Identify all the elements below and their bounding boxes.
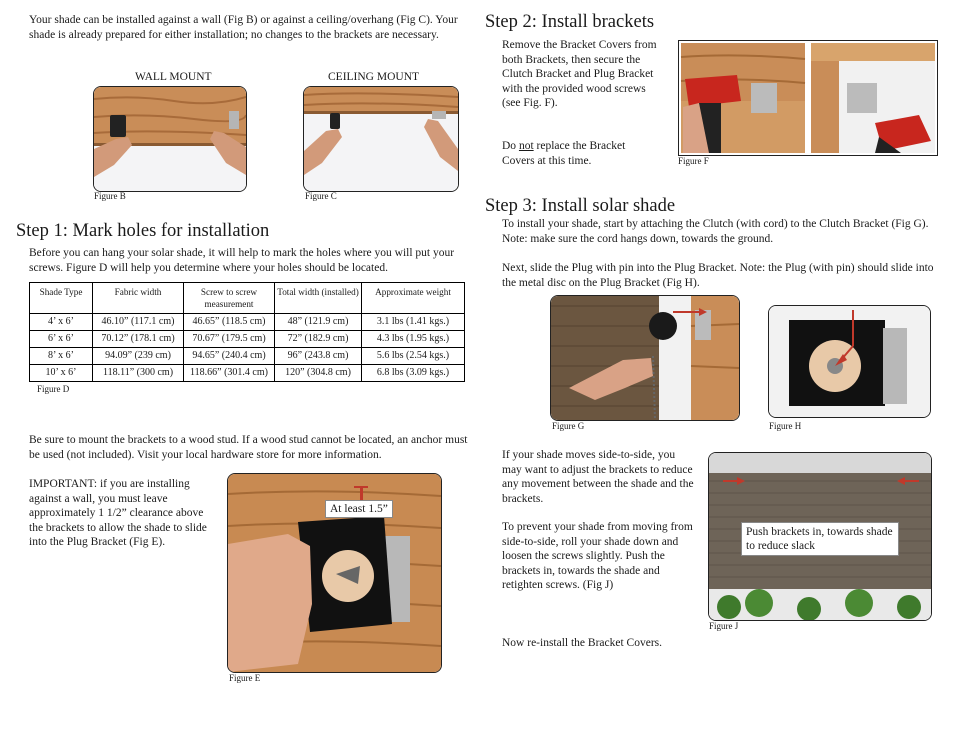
table-cell: 96” (243.8 cm) [275, 348, 362, 365]
table-cell: 70.67” (179.5 cm) [184, 331, 275, 348]
table-cell: 10’ x 6’ [30, 365, 93, 382]
step3-text3: If your shade moves side-to-side, you may want to adjust the brackets to reduce any movement between the shade and the brackets. [502, 449, 694, 505]
figure-c-caption: Figure C [305, 191, 337, 201]
ceiling-mount-label: CEILING MOUNT [328, 71, 420, 83]
step3-text1: To install your shade, start by attaching the Clutch (with cord) to the Clutch Bracket (Fig G). Note: make sure the cord hangs down, towards the ground. [502, 218, 929, 245]
table-cell: 48” (121.9 cm) [275, 314, 362, 331]
table-cell: 46.65” (118.5 cm) [184, 314, 275, 331]
figure-c-image [303, 86, 459, 192]
step1-text: Before you can hang your solar shade, it will help to mark the holes where you will put your screws. Figure D will help you determine where your holes should be located. [29, 247, 455, 274]
table-cell: 4.3 lbs (1.95 kgs.) [362, 331, 465, 348]
step3-text5: Now re-install the Bracket Covers. [502, 637, 662, 649]
step2-text: Remove the Bracket Covers from both Brackets, then secure the Clutch Bracket and Plug Bracket with the provided wood screws (see Fig. F). [502, 39, 657, 110]
table-header: Shade Type [30, 283, 93, 314]
figure-e-label: At least 1.5” [325, 500, 393, 518]
table-cell: 120” (304.8 cm) [275, 365, 362, 382]
figure-b-image [93, 86, 247, 192]
table-cell: 94.09” (239 cm) [93, 348, 184, 365]
table-cell: 118.66” (301.4 cm) [184, 365, 275, 382]
table-header: Screw to screw measurement [184, 283, 275, 314]
figure-e-caption: Figure E [229, 673, 261, 683]
step2-note-post: replace the Bracket Covers at this time. [502, 140, 626, 167]
table-cell: 6.8 lbs (3.09 kgs.) [362, 365, 465, 382]
table-cell: 6’ x 6’ [30, 331, 93, 348]
figure-j-label: Push brackets in, towards shade to reduce slack [741, 522, 899, 556]
step3-heading: Step 3: Install solar shade [485, 196, 676, 216]
figure-d-caption: Figure D [37, 384, 70, 394]
table-cell: 72” (182.9 cm) [275, 331, 362, 348]
table-cell: 70.12” (178.1 cm) [93, 331, 184, 348]
step2-note [502, 139, 657, 168]
figure-h-caption: Figure H [769, 421, 802, 431]
step3-text2: Next, slide the Plug with pin into the Plug Bracket. Note: the Plug (with pin) should slide into the metal disc on the Plug Bracket (Fig H). [502, 262, 934, 289]
table-cell: 3.1 lbs (1.41 kgs.) [362, 314, 465, 331]
stud-text: Be sure to mount the brackets to a wood stud. If a wood stud cannot be located, an anchor must be used (not included). Visit your local hardware store for more information. [29, 434, 468, 461]
table-cell: 4’ x 6’ [30, 314, 93, 331]
figure-g-image [550, 295, 740, 421]
intro-text: Your shade can be installed against a wall (Fig B) or against a ceiling/overhang (Fig C). Your shade is already prepared for either installation; no changes to the brackets are necessary. [29, 14, 458, 41]
figure-h-image [768, 305, 931, 418]
figure-f-image [678, 40, 938, 156]
step2-note-pre: Do [502, 140, 519, 152]
table-row [30, 365, 465, 382]
figure-g-caption: Figure G [552, 421, 585, 431]
important-text: IMPORTANT: if you are installing against a wall, you must leave approximately 1 1/2” clearance above the brackets to allow the shade to slide into the Plug Bracket (Fig E). [29, 478, 207, 549]
step3-text4: To prevent your shade from moving from side-to-side, roll your shade down and loosen the screws slightly. Push the brackets in, towards the shade and retighten screws. (Fig J) [502, 521, 693, 592]
figure-b-caption: Figure B [94, 191, 126, 201]
table-cell: 118.11” (300 cm) [93, 365, 184, 382]
table-header: Total width (installed) [275, 283, 362, 314]
table-cell: 8’ x 6’ [30, 348, 93, 365]
figure-f-caption: Figure F [678, 156, 709, 166]
table-row [30, 331, 465, 348]
table-header-row [30, 283, 465, 314]
table-header: Fabric width [93, 283, 184, 314]
table-row [30, 314, 465, 331]
step2-heading: Step 2: Install brackets [485, 12, 655, 32]
table-cell: 94.65” (240.4 cm) [184, 348, 275, 365]
table-header: Approximate weight [362, 283, 465, 314]
figure-j-caption: Figure J [709, 621, 739, 631]
step1-heading: Step 1: Mark holes for installation [16, 221, 270, 241]
table-cell: 5.6 lbs (2.54 kgs.) [362, 348, 465, 365]
figure-d-table [29, 282, 465, 382]
table-row [30, 348, 465, 365]
step2-note-not: not [518, 140, 534, 152]
table-cell: 46.10” (117.1 cm) [93, 314, 184, 331]
wall-mount-label: WALL MOUNT [135, 71, 212, 83]
